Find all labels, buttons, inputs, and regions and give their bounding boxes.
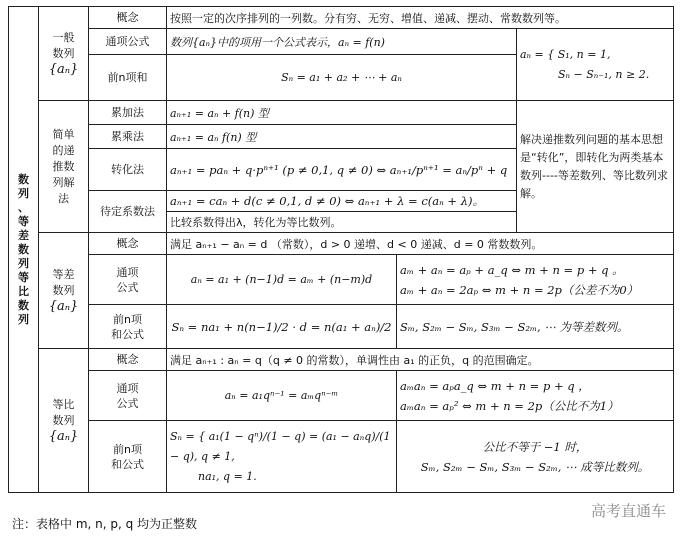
- arithmetic-sum: Sₙ = na₁ + n(n−1)/2 · d = n(a₁ + aₙ)/2: [167, 305, 397, 349]
- arithmetic-property: aₘ + aₙ = aₚ + a_q ⇔ m + n = p + q 。 aₘ + aₙ = 2aₚ ⇔ m + n = 2p（公差不为0）: [397, 255, 674, 305]
- general-sum: Sₙ = a₁ + a₂ + ⋯ + aₙ: [167, 55, 517, 101]
- geometric-formula-label: 通项 公式: [89, 371, 167, 421]
- arithmetic-formula: aₙ = a₁ + (n−1)d = aₘ + (n−m)d: [167, 255, 397, 305]
- footnote: 注：表格中 m, n, p, q 均为正整数: [12, 517, 198, 531]
- geometric-category: 等比 数列 {aₙ}: [39, 349, 89, 493]
- arithmetic-sum-property: Sₘ, S₂ₘ − Sₘ, S₃ₘ − S₂ₘ, ⋯ 为等差数列。: [397, 305, 674, 349]
- general-formula-label: 通项公式: [89, 29, 167, 55]
- recursion-note: 解决递推数列问题的基本思想是“转化”，即转化为两类基本数列----等差数列、等比数列求解。: [517, 101, 674, 233]
- arithmetic-concept-label: 概念: [89, 233, 167, 255]
- general-sum-label: 前n项和: [89, 55, 167, 101]
- geometric-sum-label: 前n项 和公式: [89, 421, 167, 493]
- recursion-additive: aₙ₊₁ = aₙ + f(n) 型: [167, 101, 517, 125]
- recursion-undetermined-note: 比较系数得出λ，转化为等比数列。: [167, 212, 517, 233]
- recursion-undetermined-label: 待定系数法: [89, 191, 167, 233]
- recursion-multiplicative: aₙ₊₁ = aₙ f(n) 型: [167, 125, 517, 149]
- recursion-transform-label: 转化法: [89, 149, 167, 191]
- geometric-sum-property: 公比不等于 −1 时， Sₘ, S₂ₘ − Sₘ, S₃ₘ − S₂ₘ, ⋯ 成等比数列。: [397, 421, 674, 493]
- geometric-concept-label: 概念: [89, 349, 167, 371]
- geometric-formula: aₙ = a₁qⁿ⁻¹ = aₘqⁿ⁻ᵐ: [167, 371, 397, 421]
- general-concept: 按照一定的次序排列的一列数。分有穷、无穷、增值、递减、摆动、常数数列等。: [167, 7, 674, 29]
- watermark: 高考直通车: [587, 498, 670, 523]
- geometric-sum: Sₙ = { a₁(1 − qⁿ)/(1 − q) = (a₁ − aₙq)/(1 − q), q ≠ 1, na₁, q = 1.: [167, 421, 397, 493]
- recursion-additive-label: 累加法: [89, 101, 167, 125]
- general-category: 一般 数列 {aₙ}: [39, 7, 89, 101]
- recursion-category: 简单 的递 推数 列解 法: [39, 101, 89, 233]
- geometric-concept: 满足 aₙ₊₁ : aₙ = q（q ≠ 0 的常数），单调性由 a₁ 的正负，q 的范围确定。: [167, 349, 674, 371]
- recursion-multiplicative-label: 累乘法: [89, 125, 167, 149]
- side-title: 数 列 、 等 差 数 列 等 比 数 列: [9, 7, 39, 493]
- geometric-property: aₘaₙ = aₚa_q ⇔ m + n = p + q ， aₘaₙ = aₚ² ⇔ m + n = 2p（公比不为1）: [397, 371, 674, 421]
- arithmetic-sum-label: 前n项 和公式: [89, 305, 167, 349]
- recursion-transform: aₙ₊₁ = paₙ + q·pⁿ⁺¹ (p ≠ 0,1, q ≠ 0) ⇔ aₙ₊₁/pⁿ⁺¹ = aₙ/pⁿ + q: [167, 149, 517, 191]
- arithmetic-concept: 满足 aₙ₊₁ − aₙ = d （常数），d > 0 递增、d < 0 递减、d = 0 常数数列。: [167, 233, 674, 255]
- arithmetic-category: 等差 数列 {aₙ}: [39, 233, 89, 349]
- sequence-summary-table: [8, 6, 674, 493]
- arithmetic-formula-label: 通项 公式: [89, 255, 167, 305]
- recursion-undetermined: aₙ₊₁ = caₙ + d(c ≠ 0,1, d ≠ 0) ⇔ aₙ₊₁ + λ = c(aₙ + λ)。: [167, 191, 517, 212]
- general-concept-label: 概念: [89, 7, 167, 29]
- general-relation: aₙ = { S₁, n = 1, Sₙ − Sₙ₋₁, n ≥ 2.: [517, 29, 674, 101]
- general-formula: 数列{aₙ}中的项用一个公式表示，aₙ = f(n): [167, 29, 517, 55]
